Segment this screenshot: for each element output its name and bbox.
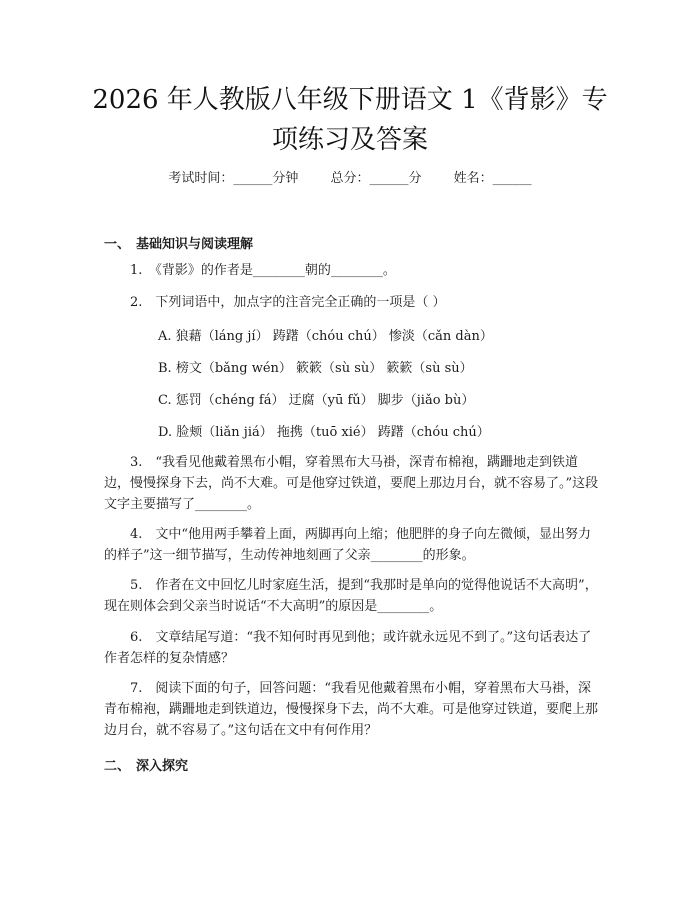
question-5: 5. 作者在文中回忆儿时家庭生活，提到“我那时是单向的觉得他说话不大高明”，现在则体会到父亲当时说话“不大高明”的原因是________。	[104, 578, 598, 614]
question-4: 4. 文中“他用两手攀着上面，两脚再向上缩；他肥胖的身子向左微倾，显出努力的样子”这一细节描写，生动传神地刻画了父亲________的形象。	[104, 527, 592, 563]
question-2: 2. 下列词语中，加点字的注音完全正确的一项是（ ）	[130, 295, 446, 310]
question-3: 3. “我看见他戴着黑布小帽，穿着黑布大马褂，深青布棉袍，蹒跚地走到铁道边，慢慢探身下去，尚不大难。可是他穿过铁道，要爬上那边月台，就不容易了。”这段文字主要描写了________。	[104, 455, 599, 512]
exam-info	[0, 167, 700, 186]
section-2-title: 深入探究	[136, 759, 189, 774]
exam-time: 考试时间：______分钟	[168, 171, 299, 186]
question-1: 1. 《背影》的作者是________朝的________。	[130, 263, 396, 278]
section-1-number: 一、	[104, 237, 131, 252]
question-6: 6. 文章结尾写道：“我不知何时再见到他；或许就永远见不到了。”这句话表达了作者怎样的复杂情感？	[104, 630, 592, 666]
exam-name: 姓名：______	[453, 171, 532, 186]
section-1-title: 基础知识与阅读理解	[136, 237, 254, 252]
exam-score: 总分：______分	[330, 171, 422, 186]
option-c: C. 惩罚（chéng fá） 迂腐（yū fǔ） 脚步（jiǎo bù）	[158, 393, 475, 408]
option-d: D. 脸颊（liǎn jiá） 拖携（tuō xié） 踌躇（chóu chú）	[158, 425, 490, 440]
question-7: 7. 阅读下面的句子，回答问题：“我看见他戴着黑布小帽，穿着黑布大马褂，深青布棉袍，蹒跚地走到铁道边，慢慢探身下去，尚不大难。可是他穿过铁道，要爬上那边月台，就不容易了。”这句话在文中有何作用？	[104, 681, 599, 738]
title-line-2: 项练习及答案	[271, 125, 428, 155]
title-line-1: 2026 年人教版八年级下册语文 1《背影》专	[92, 85, 608, 115]
section-2-heading	[104, 755, 188, 774]
document-title	[60, 80, 640, 160]
section-2-number: 二、	[104, 759, 131, 774]
option-b: B. 榜文（bǎng wén） 簌簌（sù sù） 簌簌（sù sù）	[158, 361, 473, 376]
option-a: A. 狼藉（láng jí） 踌躇（chóu chú） 惨淡（cǎn dàn）	[158, 329, 493, 344]
section-1-heading	[104, 233, 253, 252]
